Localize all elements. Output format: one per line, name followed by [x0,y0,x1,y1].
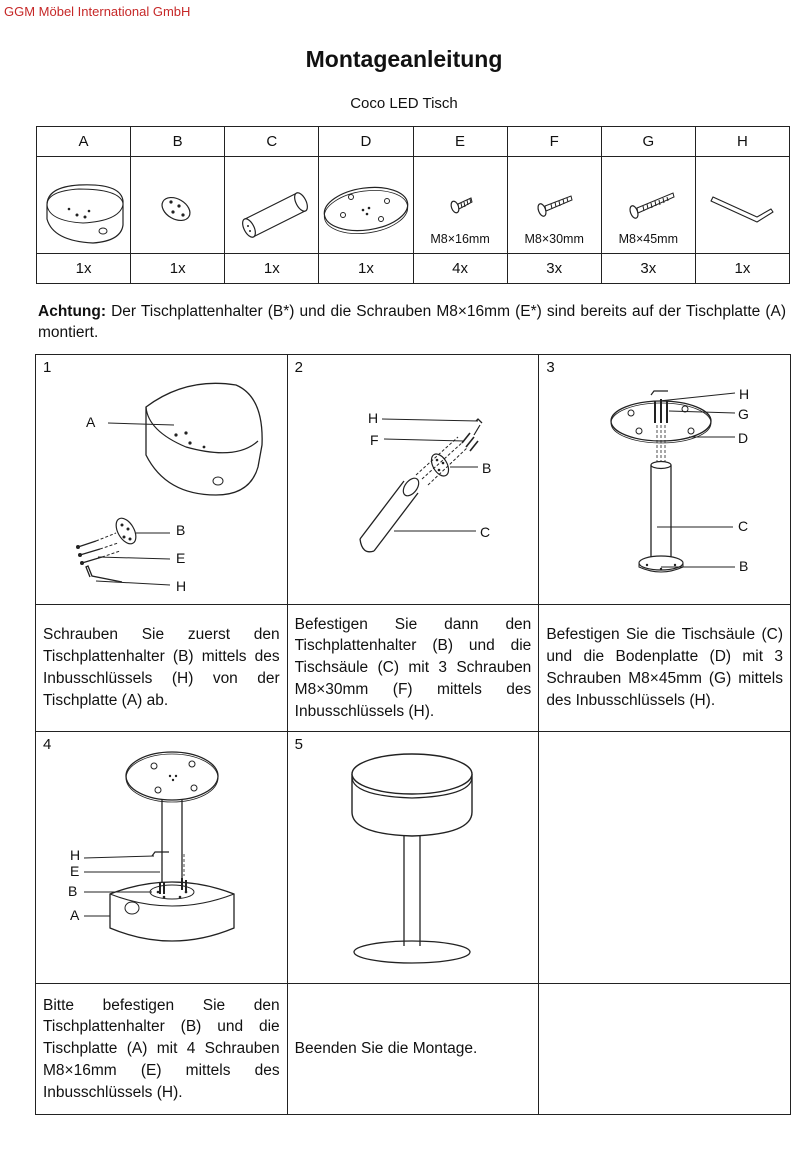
step-5-diagram [288,732,539,983]
screw-icon [603,157,693,227]
part-qty: 1x [37,254,131,284]
part-cell-d [319,157,413,254]
part-qty: 1x [319,254,413,284]
step-4-illustration [36,732,288,984]
steps-table [35,354,791,1115]
step-3-illustration [539,355,791,605]
part-letter: H [695,127,789,157]
step-2-text-cell [287,605,539,732]
part-letter: F [507,127,601,157]
parts-table [36,126,790,284]
step-4-label-a: A [70,907,80,923]
part-letter: D [319,127,413,157]
step-3-text: Befestigen Sie die Tischsäule (C) und die Bodenplatte (D) mit 3 Schrauben M8×45mm (G) mittels des Inbusschlüssels (H). [546,626,783,709]
part-size: M8×16mm [430,232,490,246]
step-1-illustration [36,355,288,605]
screw-icon [509,157,599,227]
step-2-diagram [288,355,539,604]
part-cell-f [507,157,601,254]
part-letter: G [601,127,695,157]
notice [38,301,786,343]
step-1-text-cell [36,605,288,732]
parts-qty-row [37,254,790,284]
part-letter: C [225,127,319,157]
tabletop-holder-icon [133,157,223,253]
part-letter: E [413,127,507,157]
part-cell-c [225,157,319,254]
step-2-illustration [287,355,539,605]
part-qty: 1x [225,254,319,284]
step-4-label-h: H [70,847,81,863]
notice-text: Der Tischplattenhalter (B*) und die Schrauben M8×16mm (E*) sind bereits auf der Tischplatte (A) montiert. [38,303,786,341]
step-number: 1 [43,359,52,376]
part-size: M8×45mm [618,232,679,246]
part-qty: 1x [131,254,225,284]
step-2-label-b: B [481,460,491,476]
step-4-diagram [36,732,287,983]
step-4-label-e: E [70,863,80,879]
step-5-illustration [287,732,539,984]
part-size: M8×30mm [524,232,584,246]
steps-text-row-1 [36,605,791,732]
part-cell-g [601,157,695,254]
company-name: GGM Möbel International GmbH [4,4,191,19]
product-name: Coco LED Tisch [350,95,458,112]
step-5-text-cell [287,984,539,1115]
steps-text-row-2 [36,984,791,1115]
step-number: 4 [43,736,52,753]
part-qty: 3x [507,254,601,284]
step-number: 2 [294,359,303,376]
step-3-label-g: G [738,406,750,422]
base-plate-icon [321,157,411,253]
parts-image-row [37,157,790,254]
step-1-label-e: E [176,550,186,566]
part-cell-b [131,157,225,254]
step-4-label-b: B [68,883,78,899]
steps-image-row-1 [36,355,791,605]
tabletop-icon [39,157,129,253]
part-qty: 4x [413,254,507,284]
notice-label: Achtung: [38,303,107,320]
steps-image-row-2 [36,732,791,984]
step-2-label-c: C [479,524,490,540]
step-1-text: Schrauben Sie zuerst den Tischplattenhalter (B) mittels des Inbusschlüssels (H) von der Tischplatte (A) ab. [43,626,280,709]
step-3-label-d: D [738,430,749,446]
step-2-label-f: F [369,432,379,448]
part-cell-a [37,157,131,254]
step-2-text: Befestigen Sie dann den Tischplattenhalter (B) und die Tischsäule (C) mit 3 Schrauben M8×30mm (F) mittels des Inbusschlüssels (H). [294,615,532,720]
part-qty: 3x [601,254,695,284]
column-icon [227,157,317,253]
step-3-label-b: B [739,558,749,574]
part-cell-e [413,157,507,254]
step-number: 5 [294,736,303,753]
step-5-text: Beenden Sie die Montage. [294,1040,478,1058]
step-1-label-a: A [86,414,96,430]
allen-key-icon [697,157,787,253]
step-1-label-b: B [176,522,186,538]
step-3-label-c: C [738,518,749,534]
empty-cell [539,984,791,1115]
part-qty: 1x [695,254,789,284]
part-letter: A [37,127,131,157]
screw-icon [415,157,505,227]
empty-cell [539,732,791,984]
parts-letter-row [37,127,790,157]
step-2-label-h: H [367,410,378,426]
step-3-diagram [539,355,790,604]
step-3-label-h: H [739,386,750,402]
step-1-label-h: H [176,578,187,594]
step-4-text: Bitte befestigen Sie den Tischplattenhalter (B) und die Tischplatte (A) mit 4 Schrauben M8×16mm (E) mittels des Inbusschlüssels (H). [43,996,280,1101]
step-1-diagram [36,355,287,604]
step-number: 3 [546,359,555,376]
page-title: Montageanleitung [305,46,503,72]
part-cell-h [695,157,789,254]
step-3-text-cell [539,605,791,732]
step-4-text-cell [36,984,288,1115]
part-letter: B [131,127,225,157]
